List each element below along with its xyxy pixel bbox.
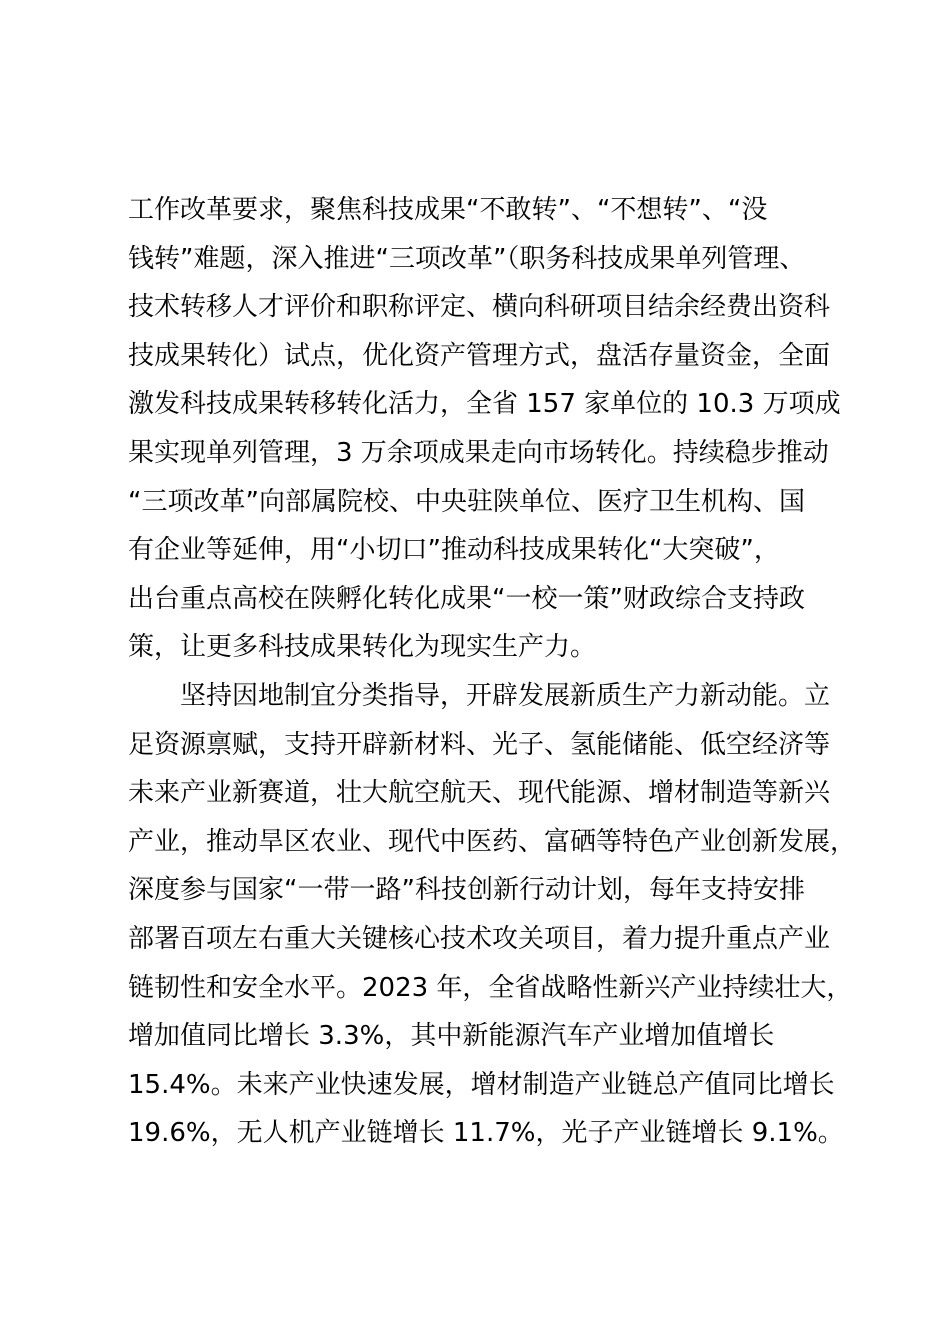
text-line: 策，让更多科技成果转化为现实生产力。	[128, 632, 597, 663]
text-line: 技成果转化）试点，优化资产管理方式，盘活存量资金，全面	[128, 340, 831, 371]
text-line: 链韧性和安全水平。2023 年，全省战略性新兴产业持续壮大，	[128, 972, 853, 1003]
body-text	[128, 186, 857, 1158]
text-line: 工作改革要求，聚焦科技成果“不敢转”、“不想转”、“没	[128, 195, 768, 225]
text-line: 出台重点高校在陕孵化转化成果“一校一策”财政综合支持政	[128, 583, 805, 614]
text-line: 产业，推动旱区农业、现代中医药、富硒等特色产业创新发展，	[128, 826, 857, 857]
text-line: “三项改革”向部属院校、中央驻陕单位、医疗卫生机构、国	[128, 486, 805, 517]
text-line: 坚持因地制宜分类指导，开辟发展新质生产力新动能。立	[180, 680, 831, 711]
text-line: 钱转”难题，深入推进“三项改革”（职务科技成果单列管理、	[128, 243, 806, 274]
text-line: 激发科技成果转移转化活力，全省 157 家单位的 10.3 万项成	[128, 389, 841, 420]
paragraph-2	[128, 672, 857, 1158]
text-line: 技术转移人才评价和职称评定、横向科研项目结余经费出资科	[128, 292, 831, 323]
text-line: 深度参与国家“一带一路”科技创新行动计划，每年支持安排	[128, 875, 805, 906]
text-line: 有企业等延伸，用“小切口”推动科技成果转化“大突破”，	[128, 535, 780, 566]
text-line: 足资源禀赋，支持开辟新材料、光子、氢能储能、低空经济等	[128, 729, 831, 760]
text-line: 部署百项左右重大关键核心技术攻关项目，着力提升重点产业	[128, 923, 831, 954]
paragraph-1	[128, 186, 848, 672]
text-line: 15.4%。未来产业快速发展，增材制造产业链总产值同比增长	[128, 1069, 835, 1100]
text-line: 增加值同比增长 3.3%，其中新能源汽车产业增加值增长	[128, 1021, 775, 1052]
text-line: 19.6%，无人机产业链增长 11.7%，光子产业链增长 9.1%。	[128, 1118, 844, 1149]
text-line: 果实现单列管理，3 万余项成果走向市场转化。持续稳步推动	[128, 437, 829, 468]
text-line: 未来产业新赛道，壮大航空航天、现代能源、增材制造等新兴	[128, 778, 831, 809]
